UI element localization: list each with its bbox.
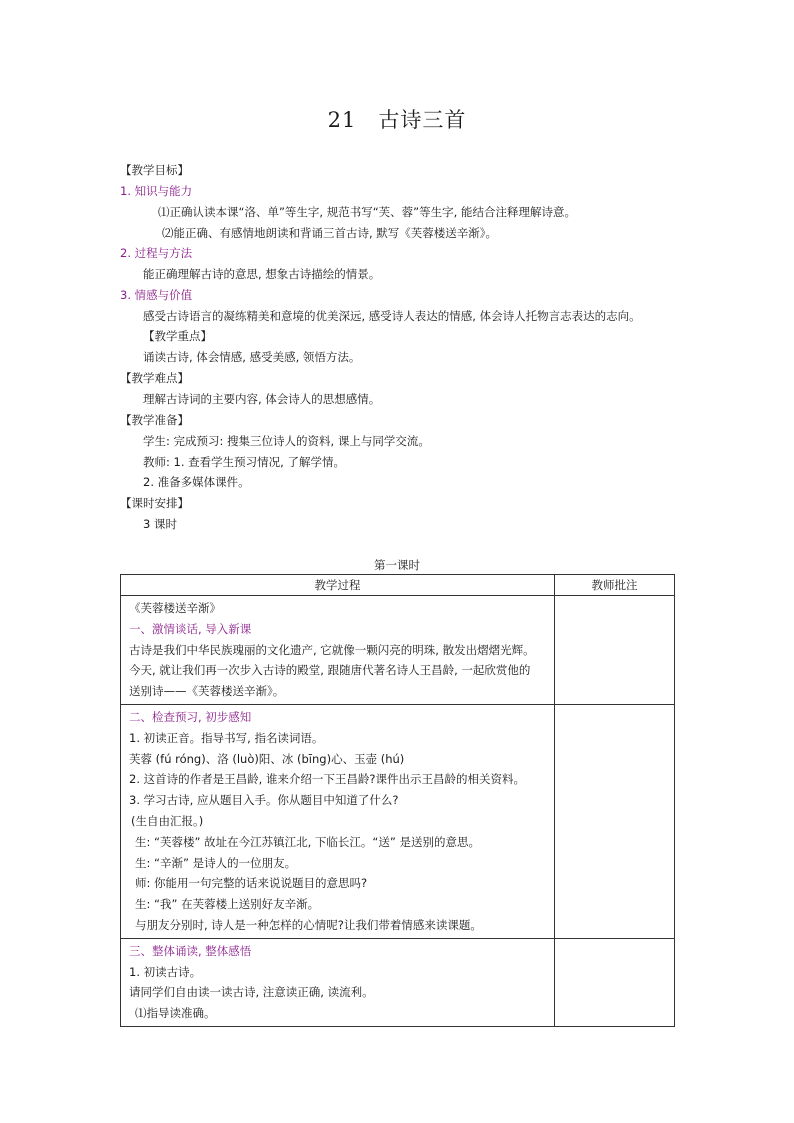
process-cell-2 bbox=[121, 704, 555, 938]
goal2-heading: 2. 过程与方法 bbox=[120, 246, 193, 260]
lesson-title bbox=[0, 104, 794, 134]
table-row bbox=[121, 704, 675, 938]
prep-teacher1: 教师: 1. 查看学生预习情况, 了解学情。 bbox=[143, 455, 345, 469]
section2-heading: 二、检查预习, 初步感知 bbox=[129, 709, 252, 724]
section2-line: 师: 你能用一句完整的话来说说题目的意思吗? bbox=[135, 876, 368, 891]
section2-line: 生: “辛渐” 是诗人的一位朋友。 bbox=[135, 855, 297, 870]
goal1-heading: 1. 知识与能力 bbox=[120, 184, 193, 198]
process-cell-3 bbox=[121, 938, 555, 1026]
section1-line: 送别诗——《芙蓉楼送辛渐》。 bbox=[129, 684, 285, 699]
notes-cell-1 bbox=[555, 596, 675, 705]
notes-cell-2 bbox=[555, 704, 675, 938]
key-text: 诵读古诗, 体会情感, 感受美感, 领悟方法。 bbox=[143, 350, 361, 364]
table-header-row bbox=[121, 575, 675, 596]
notes-cell-3 bbox=[555, 938, 675, 1026]
poem-title: 《芙蓉楼送辛渐》 bbox=[129, 601, 221, 615]
process-cell-1 bbox=[121, 596, 555, 705]
table-row bbox=[121, 596, 675, 705]
notes-column-header: 教师批注 bbox=[555, 575, 675, 596]
section3-line: ⑴指导读准确。 bbox=[135, 1006, 216, 1021]
section2-line: 生: “芙蓉楼” 故址在今江苏镇江北, 下临长江。“送” 是送别的意思。 bbox=[135, 834, 480, 849]
prep-teacher2: 2. 准备多媒体课件。 bbox=[143, 475, 250, 489]
session-title: 第一课时 bbox=[374, 558, 420, 572]
process-column-header: 教学过程 bbox=[121, 575, 555, 596]
schedule-text: 3 课时 bbox=[143, 517, 177, 531]
schedule-heading: 【课时安排】 bbox=[120, 496, 189, 510]
table-row bbox=[121, 938, 675, 1026]
section2-line: 生: “我” 在芙蓉楼上送别好友辛渐。 bbox=[135, 897, 320, 912]
difficulty-heading: 【教学难点】 bbox=[120, 371, 189, 385]
lesson-table bbox=[120, 574, 675, 1027]
goal1-item1: ⑴正确认读本课“洛、单”等生字, 规范书写“芙、蓉”等生字, 能结合注释理解诗意。 bbox=[158, 205, 576, 219]
title-number: 21 bbox=[327, 108, 357, 132]
section2-line: (生自由汇报。) bbox=[131, 813, 204, 828]
prep-student: 学生: 完成预习: 搜集三位诗人的资料, 课上与同学交流。 bbox=[143, 434, 430, 448]
key-heading: 【教学重点】 bbox=[143, 329, 212, 343]
section2-line: 2. 这首诗的作者是王昌龄, 谁来介绍一下王昌龄?课件出示王昌龄的相关资料。 bbox=[129, 772, 526, 787]
section3-line: 请同学们自由读一读古诗, 注意读正确, 读流利。 bbox=[129, 985, 374, 1000]
section3-line: 1. 初读古诗。 bbox=[129, 964, 202, 979]
title-text: 古诗三首 bbox=[378, 108, 467, 132]
section2-line: 1. 初读正音。指导书写, 指名读词语。 bbox=[129, 730, 324, 745]
prep-heading: 【教学准备】 bbox=[120, 413, 189, 427]
section1-heading: 一、激情谈话, 导入新课 bbox=[129, 621, 252, 636]
section2-line: 与朋友分别时, 诗人是一种怎样的心情呢?让我们带着情感来读课题。 bbox=[135, 917, 482, 932]
section3-heading: 三、整体诵读, 整体感悟 bbox=[129, 943, 252, 958]
section1-line: 古诗是我们中华民族瑰丽的文化遗产, 它就像一颗闪亮的明珠, 散发出熠熠光辉。 bbox=[129, 642, 535, 657]
difficulty-text: 理解古诗词的主要内容, 体会诗人的思想感情。 bbox=[143, 392, 381, 406]
goal2-text: 能正确理解古诗的意思, 想象古诗描绘的情景。 bbox=[143, 267, 381, 281]
section1-line: 今天, 就让我们再一次步入古诗的殿堂, 跟随唐代著名诗人王昌龄, 一起欣赏他的 bbox=[129, 663, 531, 678]
goal3-heading: 3. 情感与价值 bbox=[120, 288, 193, 302]
goal3-text: 感受古诗语言的凝练精美和意境的优美深远, 感受诗人表达的情感, 体会诗人托物言志表达的志向。 bbox=[143, 309, 641, 323]
section2-line: 芙蓉 (fú róng)、洛 (luò)阳、冰 (bīng)心、玉壶 (hú) bbox=[129, 751, 405, 766]
goals-heading: 【教学目标】 bbox=[120, 163, 189, 177]
section2-line: 3. 学习古诗, 应从题目入手。你从题目中知道了什么? bbox=[129, 793, 399, 808]
goal1-item2: ⑵能正确、有感情地朗读和背诵三首古诗, 默写《芙蓉楼送辛渐》。 bbox=[162, 226, 498, 240]
